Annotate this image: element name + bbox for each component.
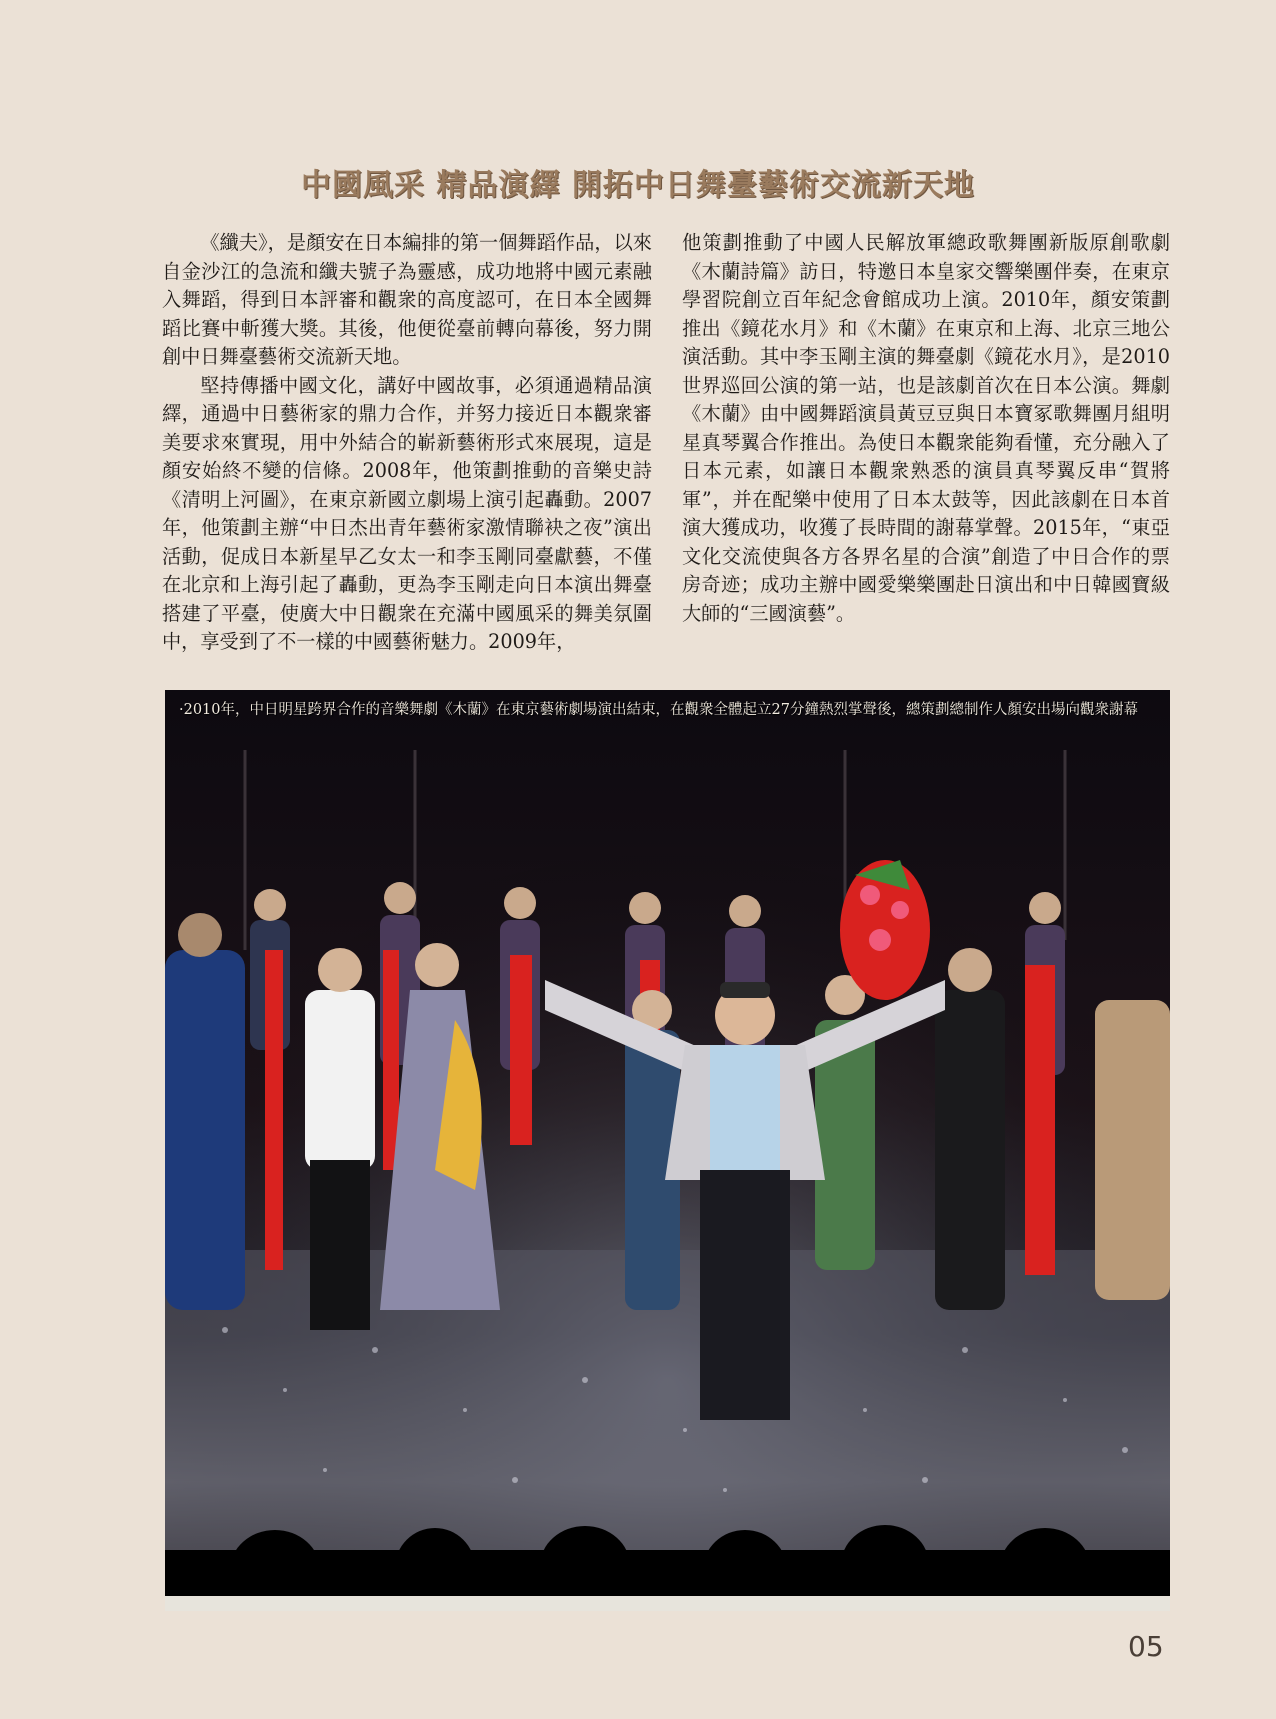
stage-curtain-call-photo — [165, 690, 1170, 1611]
article-headline: 中國風采 精品演繹 開拓中日舞臺藝術交流新天地 — [301, 168, 975, 203]
photo-caption: ·2010年，中日明星跨界合作的音樂舞劇《木蘭》在東京藝術劇場演出結束，在觀衆全體起立27分鐘熱烈掌聲後，總策劃總制作人顏安出場向觀衆謝幕 — [179, 702, 1138, 718]
paragraph: 他策劃推動了中國人民解放軍總政歌舞團新版原創歌劇《木蘭詩篇》訪日，特邀日本皇家交響樂團伴奏，在東京學習院創立百年紀念會館成功上演。2010年，顏安策劃推出《鏡花水月》和《木蘭》在東京和上海、北京三地公演活動。其中李玉剛主演的舞臺劇《鏡花水月》，是2010世界巡回公演的第一站，也是該劇首次在日本公演。舞劇《木蘭》由中國舞蹈演員黃豆豆與日本寶冢歌舞團月組明星真琴翼合作推出。為使日本觀衆能夠看懂，充分融入了日本元素，如讓日本觀衆熟悉的演員真琴翼反串“賀將軍”，并在配樂中使用了日本太鼓等，因此該劇在日本首演大獲成功，收獲了長時間的謝幕掌聲。2015年，“東亞文化交流使與各方各界名星的合演”創造了中日合作的票房奇迹；成功主辦中國愛樂樂團赴日演出和中日韓國寶級大師的“三國演藝”。 — [682, 231, 1170, 625]
paragraph: 《纖夫》，是顏安在日本編排的第一個舞蹈作品，以來自金沙江的急流和纖夫號子為靈感，成功地將中國元素融入舞蹈，得到日本評審和觀衆的高度認可，在日本全國舞蹈比賽中斬獲大獎。其後，他便從臺前轉向幕後，努力開創中日舞臺藝術交流新天地。 — [162, 231, 652, 368]
page-number: 05 — [1128, 1630, 1164, 1663]
photo-illustration — [165, 690, 1170, 1611]
right-text-column — [682, 229, 1170, 628]
flower-bouquet — [840, 860, 930, 1000]
left-text-column — [162, 229, 652, 657]
paragraph: 堅持傳播中國文化，講好中國故事，必須通過精品演繹，通過中日藝術家的鼎力合作，并努力接近日本觀衆審美要求來實現，用中外結合的嶄新藝術形式來展現，這是顏安始終不變的信條。2008年，他策劃推動的音樂史詩《清明上河圖》，在東京新國立劇場上演引起轟動。2007年，他策劃主辦“中日杰出青年藝術家激情聯袂之夜”演出活動，促成日本新星早乙女太一和李玉剛同臺獻藝，不僅在北京和上海引起了轟動，更為李玉剛走向日本演出舞臺搭建了平臺，使廣大中日觀衆在充滿中國風采的舞美氛圍中，享受到了不一樣的中國藝術魅力。2009年， — [162, 373, 652, 653]
